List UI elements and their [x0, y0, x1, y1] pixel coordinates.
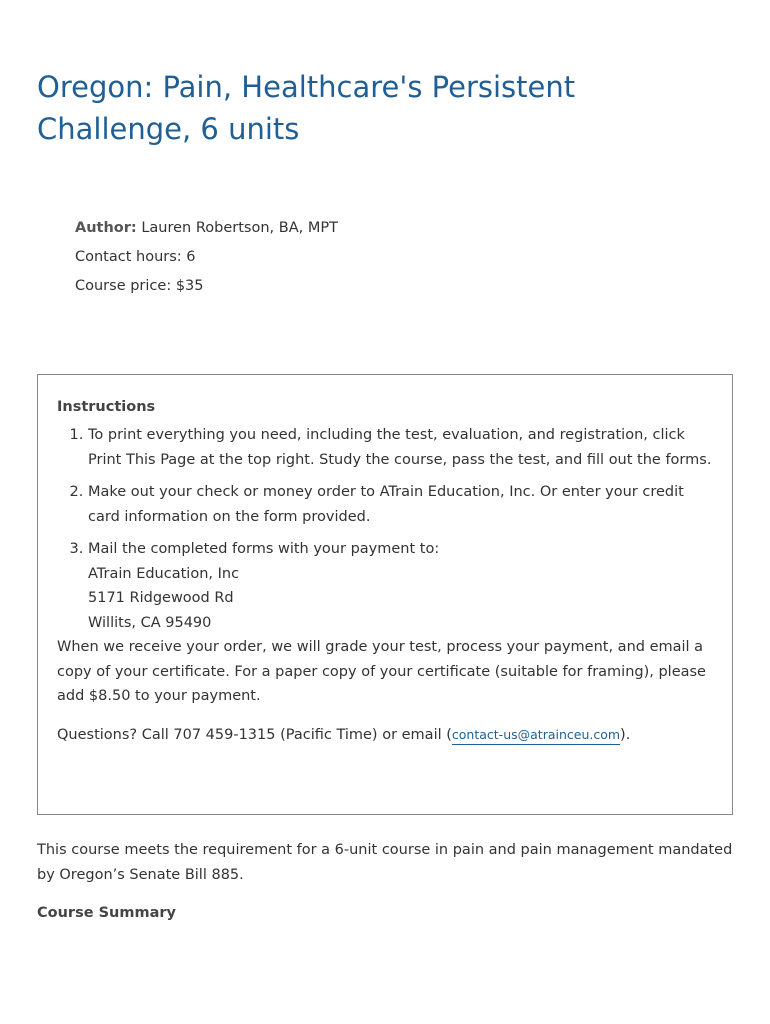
questions-line	[57, 723, 712, 748]
instruction-step-3-text: 3. Mail the completed forms with your payment to:	[88, 541, 440, 557]
address-line-1: ATrain Education, Inc	[88, 565, 240, 582]
page-title: Oregon: Pain, Healthcare's Persistent Challenge, 6 units	[37, 70, 576, 146]
instructions-box	[37, 374, 733, 815]
instructions-heading: Instructions	[57, 399, 156, 415]
instruction-step-1: 1. To print everything you need, including the test, evaluation, and registration, click Print This Page at the top right. Study the course, pass the test, and fill out the forms.	[88, 423, 712, 472]
order-note: When we receive your order, we will grade your test, process your payment, and email a copy of your certificate. For a paper copy of your certificate (suitable for framing), please add $8.50 to your payment.	[57, 639, 706, 704]
instructions-list	[57, 423, 712, 635]
questions-prefix: Questions? Call 707 459-1315 (Pacific Time) or email (	[57, 726, 452, 743]
address-line-2: 5171 Ridgewood Rd	[88, 590, 234, 606]
author-line	[75, 214, 338, 243]
address-line-3: Willits, CA 95490	[88, 614, 212, 631]
author-name: Lauren Robertson, BA, MPT	[141, 220, 338, 236]
author-label: Author:	[75, 220, 137, 236]
questions-suffix: ).	[620, 726, 631, 743]
requirement-text: This course meets the requirement for a 6-unit course in pain and pain management mandated by Oregon’s Senate Bill 885.	[37, 842, 733, 883]
course-meta	[75, 214, 338, 301]
course-summary-heading: Course Summary	[37, 905, 176, 921]
email-link[interactable]: contact-us@atrainceu.com	[452, 727, 620, 745]
instruction-step-2: 2. Make out your check or money order to ATrain Education, Inc. Or enter your credit card information on the form provided.	[88, 480, 712, 529]
contact-hours: Contact hours: 6	[75, 249, 196, 265]
instruction-step-3	[88, 537, 712, 635]
course-price: Course price: $35	[75, 278, 204, 294]
